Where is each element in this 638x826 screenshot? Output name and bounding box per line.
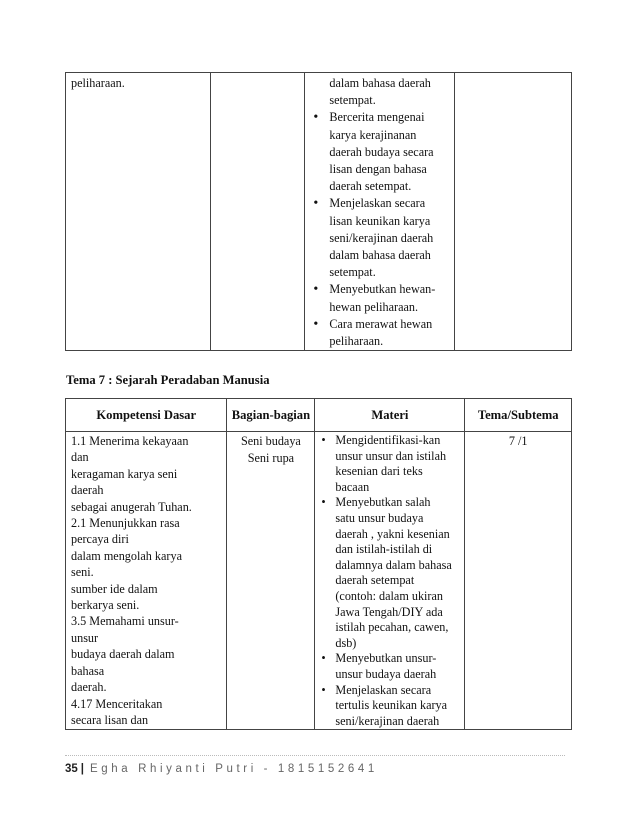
footer-author: Egha Rhiyanti Putri - 1815152641 xyxy=(90,763,378,775)
text-line: bahasa xyxy=(71,663,105,678)
text-line: budaya daerah dalam xyxy=(71,647,175,662)
list-item-line: • Menjelaskan secara xyxy=(329,196,426,211)
text-line: 2.1 Menunjukkan rasa xyxy=(71,516,180,531)
list-item-line: bacaan xyxy=(335,479,370,494)
list-item xyxy=(319,651,460,682)
header-kompetensi: Kompetensi Dasar xyxy=(66,399,227,432)
list-item xyxy=(319,433,460,495)
list-item-line: daerah , yakni kesenian xyxy=(335,526,450,541)
materi-cell xyxy=(315,432,465,730)
materi-list xyxy=(309,109,450,350)
text-line: percaya diri xyxy=(71,532,129,547)
competency-table xyxy=(65,398,572,730)
table-row xyxy=(66,432,572,730)
list-item xyxy=(309,316,450,350)
list-item-line: (contoh: dalam ukiran xyxy=(335,588,443,603)
list-item-line: daerah setempat xyxy=(335,573,415,588)
list-item-line: hewan peliharaan. xyxy=(329,299,419,314)
list-item-line: karya kerajinanan xyxy=(329,127,417,142)
text-line: dalam bahasa daerah xyxy=(329,76,431,90)
bagian-cell xyxy=(227,432,315,730)
text-line: Seni budaya xyxy=(240,434,301,448)
page-number: 35 xyxy=(65,763,78,775)
continuation-table xyxy=(65,72,572,351)
list-item xyxy=(319,683,460,730)
tema-cell xyxy=(455,73,572,351)
list-item-line: dalamnya dalam bahasa xyxy=(335,557,452,572)
list-item-line: dsb) xyxy=(335,635,357,650)
kompetensi-text: peliharaan. xyxy=(71,76,125,90)
section-heading: Tema 7 : Sejarah Peradaban Manusia xyxy=(66,373,270,387)
table-header-row xyxy=(66,399,572,432)
text-line: setempat. xyxy=(329,93,376,108)
text-line: sebagai anugerah Tuhan. xyxy=(71,499,192,514)
text-line: daerah xyxy=(71,483,104,498)
list-item-line: dalam bahasa daerah xyxy=(329,248,431,263)
list-item xyxy=(319,495,460,651)
header-tema: Tema/Subtema xyxy=(465,399,572,432)
text-line: Seni rupa xyxy=(247,451,295,465)
materi-cell xyxy=(305,73,455,351)
list-item-line: • Menyebutkan salah xyxy=(335,495,431,510)
list-item-line: satu unsur budaya xyxy=(335,510,424,525)
list-item-line: • Menjelaskan secara xyxy=(335,682,432,697)
text-line: secara lisan dan xyxy=(71,712,149,727)
text-line: keragaman karya seni xyxy=(71,466,178,481)
text-line: sumber ide dalam xyxy=(71,581,158,596)
tema-value: 7 /1 xyxy=(508,434,528,448)
list-item-line: tertulis keunikan karya xyxy=(335,698,448,713)
list-item-line: Jawa Tengah/DIY ada xyxy=(335,604,443,619)
list-item-line: lisan keunikan karya xyxy=(329,213,431,228)
text-line: 4.17 Menceritakan xyxy=(71,696,163,711)
text-line: dalam mengolah karya xyxy=(71,548,182,563)
kompetensi-cell xyxy=(66,432,227,730)
page-footer xyxy=(65,763,378,775)
footer-divider xyxy=(65,755,565,756)
text-line: unsur xyxy=(71,630,99,645)
list-item-line: seni/kerajinan daerah xyxy=(329,230,434,245)
text-line: 3.5 Memahami unsur- xyxy=(71,614,179,629)
list-item-line: seni/kerajinan daerah xyxy=(335,713,440,728)
list-item-line: peliharaan. xyxy=(329,334,384,349)
list-item xyxy=(309,109,450,195)
list-item-line: unsur unsur dan istilah xyxy=(335,448,447,463)
tema-cell xyxy=(465,432,572,730)
header-bagian: Bagian-bagian xyxy=(227,399,315,432)
text-line: seni. xyxy=(71,565,94,580)
list-item-line: unsur budaya daerah xyxy=(335,666,437,681)
list-item-line: daerah budaya secara xyxy=(329,144,434,159)
list-item-line: setempat. xyxy=(329,265,376,280)
list-item-line: istilah pecahan, cawen, xyxy=(335,620,449,635)
list-item-line: • Menyebutkan hewan- xyxy=(329,282,436,297)
list-item-line: • Menyebutkan unsur- xyxy=(335,651,437,666)
text-line: dan xyxy=(71,450,89,465)
list-item-line: kesenian dari teks xyxy=(335,464,423,479)
text-line: daerah. xyxy=(71,680,107,695)
list-item-line: lisan dengan bahasa xyxy=(329,162,427,177)
footer-separator: | xyxy=(80,763,85,775)
list-item-line: • Bercerita mengenai xyxy=(329,110,425,125)
list-item-line: • Mengidentifikasi-kan xyxy=(335,433,441,447)
header-materi: Materi xyxy=(315,399,465,432)
list-item xyxy=(309,195,450,281)
materi-continuation xyxy=(309,75,450,109)
list-item-line: daerah setempat. xyxy=(329,179,412,194)
list-item-line: • Cara merawat hewan xyxy=(329,316,433,331)
kompetensi-cell xyxy=(66,73,211,351)
bagian-cell xyxy=(210,73,305,351)
text-line: 1.1 Menerima kekayaan xyxy=(71,434,189,448)
materi-list xyxy=(319,433,460,729)
text-line: berkarya seni. xyxy=(71,598,140,613)
list-item xyxy=(309,281,450,315)
list-item-line: dan istilah-istilah di xyxy=(335,542,433,557)
